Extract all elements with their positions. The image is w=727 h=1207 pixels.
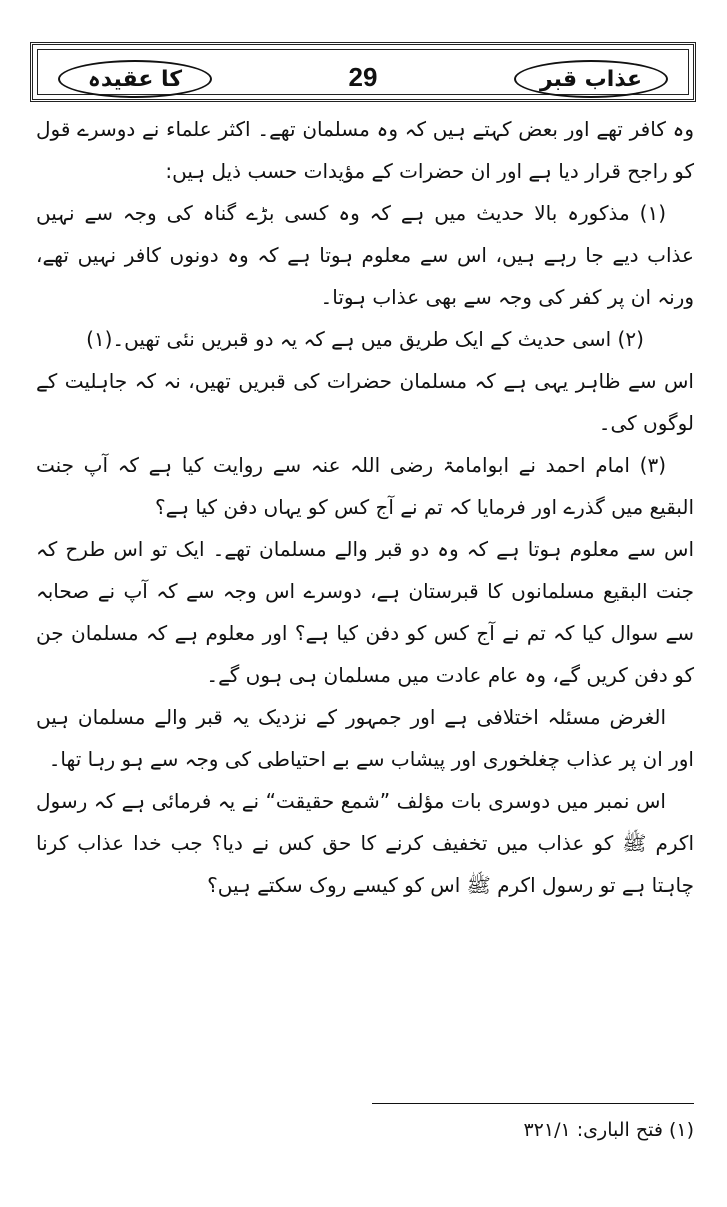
paragraph-8: اس نمبر میں دوسری بات مؤلف ”شمع حقیقت“ نے یہ فرمائی ہے کہ رسول اکرم ﷺ کو عذاب میں تخفیف کرنے کا حق کس نے دیا؟ جب خدا عذاب کرنا چاہتا ہے تو رسول اکرم ﷺ اس کو کیسے روک سکتے ہیں؟ bbox=[36, 789, 694, 897]
paragraph-3: (۲) اسی حدیث کے ایک طریق میں ہے کہ یہ دو قبریں نئی تھیں۔(۱) bbox=[86, 327, 644, 351]
header-frame bbox=[37, 49, 689, 95]
section-title: کا عقیدہ bbox=[87, 66, 183, 92]
book-title-badge bbox=[514, 60, 668, 98]
footnote: (۱) فتح الباری: ۳۲۱/۱ bbox=[523, 1119, 694, 1141]
paragraph-7: الغرض مسئلہ اختلافی ہے اور جمہور کے نزدیک یہ قبر والے مسلمان ہیں اور ان پر عذاب چغلخوری اور پیشاب سے بے احتیاطی کی وجہ سے ہو رہا تھا۔ bbox=[36, 705, 694, 771]
paragraph-1: وہ کافر تھے اور بعض کہتے ہیں کہ وہ مسلمان تھے۔ اکثر علماء نے دوسرے قول کو راجح قرار دیا ہے اور ان حضرات کے مؤیدات حسب ذیل ہیں: bbox=[36, 117, 694, 183]
page-number: 29 bbox=[348, 62, 378, 92]
body-text bbox=[36, 108, 694, 906]
paragraph-6: اس سے معلوم ہوتا ہے کہ وہ دو قبر والے مسلمان تھے۔ ایک تو اس طرح کہ جنت البقیع مسلمانوں کا قبرستان ہے، دوسرے اس وجہ سے کہ آپ نے صحابہ سے سوال کیا کہ تم نے آج کس کو دفن کیا ہے؟ اور معلوم ہے کہ مسلمان جن کو دفن کریں گے، وہ عام عادت میں مسلمان ہی ہوں گے۔ bbox=[36, 537, 694, 687]
footnote-divider bbox=[372, 1103, 694, 1104]
paragraph-2: (۱) مذکورہ بالا حدیث میں ہے کہ وہ کسی بڑے گناہ کی وجہ سے نہیں عذاب دیے جا رہے ہیں، اس سے معلوم ہوتا ہے کہ وہ دونوں کافر نہیں تھے، ورنہ ان پر کفر کی وجہ سے بھی عذاب ہوتا۔ bbox=[36, 201, 694, 309]
page-header bbox=[30, 42, 696, 102]
paragraph-4: اس سے ظاہر یہی ہے کہ مسلمان حضرات کی قبریں تھیں، نہ کہ جاہلیت کے لوگوں کی۔ bbox=[36, 369, 694, 435]
book-title: عذاب قبر bbox=[539, 66, 643, 92]
paragraph-5: (۳) امام احمد نے ابوامامۃ رضی اللہ عنہ سے روایت کیا ہے کہ آپ جنت البقیع میں گذرے اور فرمایا کہ تم نے آج کس کو یہاں دفن کیا ہے؟ bbox=[36, 453, 694, 519]
